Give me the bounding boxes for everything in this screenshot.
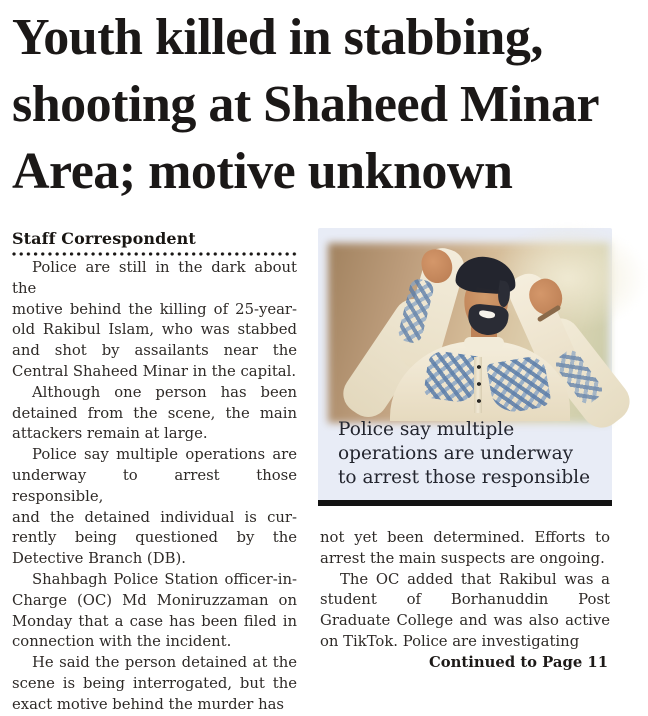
- caption-line: to arrest those responsible: [338, 466, 591, 488]
- caption-line: Police say multiple: [338, 419, 515, 440]
- article-line: Although one person has been: [32, 383, 297, 401]
- caption-line: operations are underway: [338, 442, 574, 464]
- photo-card: [318, 228, 612, 506]
- headline-line-2: shooting at Shaheed Minar: [12, 76, 600, 133]
- article-line: Police are still in the dark about the: [12, 259, 297, 297]
- article-line: on TikTok. Police are investigating: [320, 632, 580, 650]
- headline-line-1: Youth killed in stabbing,: [12, 9, 543, 66]
- article-line: attackers remain at large.: [12, 425, 208, 443]
- byline: Staff Correspondent: [12, 229, 196, 248]
- article-line: exact motive behind the murder has: [12, 695, 285, 713]
- article-line: Charge (OC) Md Moniruzzaman on: [12, 591, 297, 609]
- article-line: detained from the scene, the main: [12, 404, 297, 422]
- article-line: and the detained individual is cur-: [12, 508, 297, 526]
- byline-dotted-rule: [12, 251, 298, 257]
- article-line: Police say multiple operations are: [32, 446, 297, 464]
- article-line: He said the person detained at the: [32, 654, 297, 672]
- article-line: rently being questioned by the: [12, 529, 297, 547]
- article-line: connection with the incident.: [12, 633, 232, 651]
- article-line: and shot by assailants near the: [12, 342, 297, 360]
- article-headline: [12, 4, 618, 205]
- article-line: not yet been determined. Efforts to: [320, 529, 610, 546]
- article-line: Monday that a case has been filed in: [12, 612, 297, 630]
- article-line: motive behind the killing of 25-year-: [12, 300, 297, 318]
- headline-line-3: Area; motive unknown: [12, 143, 513, 200]
- photo-collar: [464, 337, 504, 349]
- article-line: Detective Branch (DB).: [12, 550, 186, 568]
- article-line: Graduate College and was also active: [320, 612, 610, 630]
- photo-shirt-buttons: [477, 365, 481, 413]
- caption-bottom-rule: [318, 500, 612, 506]
- article-line: arrest the main suspects are ongoing.: [320, 549, 605, 567]
- article-photo: [338, 253, 599, 413]
- article-line: The OC added that Rakibul was a: [340, 570, 610, 588]
- article-line: student of Borhanuddin Post: [320, 591, 610, 609]
- article-line: underway to arrest those responsible,: [12, 466, 297, 505]
- continued-to-page-label: Continued to Page 11: [429, 653, 608, 671]
- article-line: scene is being interrogated, but the: [12, 674, 297, 692]
- article-line: Central Shaheed Minar in the capital.: [12, 362, 297, 380]
- article-right-column: [320, 528, 610, 674]
- article-left-column: [12, 258, 297, 716]
- article-line: Shahbagh Police Station officer-in-: [32, 570, 297, 588]
- article-line: old Rakibul Islam, who was stabbed: [12, 321, 297, 339]
- photo-caption: [338, 418, 596, 489]
